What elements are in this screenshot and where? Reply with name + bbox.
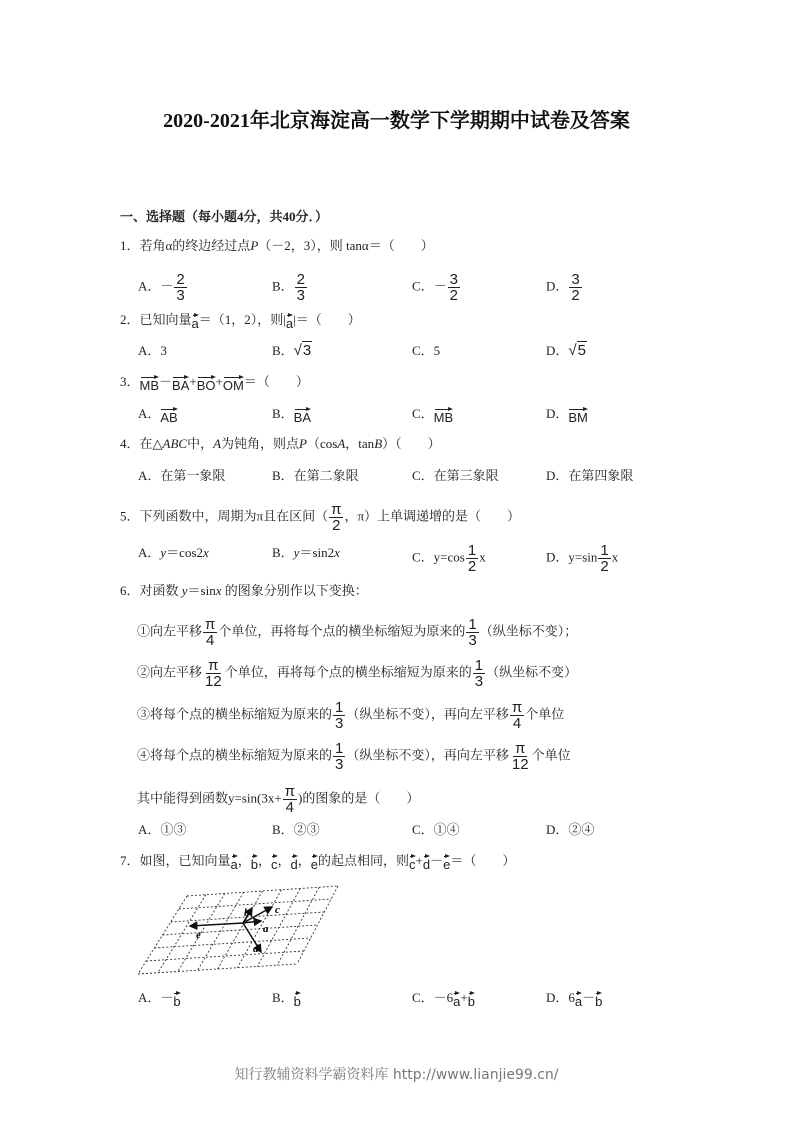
fraction-denominator: 2	[449, 287, 459, 304]
fraction-numerator: 1	[600, 542, 609, 559]
page-title: 2020-2021年北京海淀高一数学下学期期中试卷及答案	[163, 110, 630, 132]
question-4-option-b	[272, 466, 359, 486]
vector-d-label: d	[253, 943, 259, 955]
question-5-option-c	[412, 542, 486, 575]
text: ②向左平移	[137, 664, 203, 680]
question-6-stem	[120, 581, 368, 601]
question-6-option-c	[412, 820, 460, 840]
text: C．在第三象限	[412, 468, 499, 483]
text: C．y=cos	[412, 549, 465, 565]
square-root	[294, 341, 313, 361]
question-4-option-c	[412, 466, 499, 486]
vector-symbol: a	[453, 990, 460, 1010]
fraction	[295, 272, 307, 303]
question-5-option-d	[546, 542, 619, 575]
italic-variable: ABC	[162, 436, 188, 451]
fraction-denominator: 12	[205, 673, 222, 690]
text: （纵坐标不变）；	[479, 623, 578, 639]
text: +	[415, 853, 423, 868]
vector-symbol: BM	[568, 406, 588, 426]
vector-e-arrow	[190, 923, 243, 926]
text: A．	[138, 406, 161, 421]
question-2-option-a	[138, 341, 167, 361]
question-7-option-b	[272, 988, 301, 1008]
fraction-denominator: 2	[467, 558, 477, 575]
text: ①向左平移	[137, 623, 203, 639]
text: ，	[277, 853, 291, 868]
radical-sign-icon: √	[293, 342, 302, 359]
grid-line	[218, 891, 263, 969]
italic-variable: P	[299, 436, 307, 451]
fraction-denominator: 3	[474, 673, 484, 690]
text: ＝cos2	[166, 545, 204, 560]
text: x	[611, 549, 619, 565]
vector-symbol: MB	[140, 374, 160, 394]
question-1-stem	[120, 236, 434, 256]
fraction-numerator: π	[515, 740, 526, 757]
vector-grid-figure	[130, 880, 360, 980]
fraction-denominator: 3	[335, 715, 344, 732]
text: B．	[272, 406, 294, 421]
vector-e-label: e	[196, 929, 201, 941]
vector-symbol: a	[192, 312, 199, 332]
question-6-option-d	[546, 820, 594, 840]
text: 的图象分别作以下变换：	[221, 583, 368, 598]
question-6-item-2	[137, 657, 578, 690]
fraction	[333, 700, 345, 731]
fraction-denominator: 4	[206, 632, 215, 649]
fraction	[473, 658, 485, 689]
square-root	[568, 341, 587, 361]
text: 个单位，再将每个点的横坐标缩短为原来的	[218, 623, 466, 639]
text: C．	[412, 406, 434, 421]
text: |＝（ ）	[293, 312, 361, 327]
text: 3．	[120, 374, 140, 389]
fraction	[174, 272, 186, 303]
text: 个单位	[531, 747, 571, 763]
italic-variable: x	[334, 545, 340, 560]
question-7-option-c	[412, 988, 475, 1008]
question-6-option-b	[272, 820, 320, 840]
section-heading: 一、选择题（每小题4分，共40分．）	[120, 209, 329, 224]
text: B．在第二象限	[272, 468, 359, 483]
question-5-option-b	[272, 543, 340, 563]
footer-watermark: 知行教辅资料学霸资料库 http://www.lianjie99.cn/	[234, 1067, 559, 1083]
fraction-numerator: 3	[571, 271, 580, 288]
text: ＝sin2	[299, 545, 335, 560]
vector-symbol: d	[291, 853, 298, 873]
fraction	[466, 617, 478, 648]
vector-c-label: c	[275, 904, 280, 916]
fraction-denominator: 3	[176, 287, 185, 304]
text: ）（ ）	[382, 436, 441, 451]
text: A．－	[138, 990, 174, 1005]
question-2-option-d	[546, 341, 587, 361]
fraction-denominator: 4	[512, 715, 522, 732]
text: －	[430, 853, 444, 868]
text: D．	[546, 406, 569, 421]
question-5-stem	[120, 501, 521, 534]
question-4-option-a	[138, 466, 225, 486]
question-3-option-a	[138, 404, 178, 424]
text: ④将每个点的横坐标缩短为原来的	[137, 747, 333, 763]
text: （纵坐标不变）	[486, 664, 578, 680]
text: D．6	[546, 990, 575, 1005]
fraction	[203, 617, 217, 648]
question-6-item-4	[137, 740, 571, 773]
vector-symbol: BO	[197, 374, 216, 394]
vector-b-label: b	[244, 907, 250, 919]
text: D．	[546, 343, 569, 358]
text: ，π）上单调递增的是（ ）	[344, 508, 521, 524]
text: 7．如图，已知向量	[120, 853, 231, 868]
question-1-option-c	[412, 271, 461, 304]
fraction-numerator: 2	[296, 271, 306, 288]
text: 其中能得到函数y=sin(3x+	[137, 790, 282, 806]
question-6-option-a	[138, 820, 186, 840]
text: －	[582, 990, 596, 1005]
text: ，	[297, 853, 311, 868]
text: B．	[272, 545, 294, 560]
italic-variable: A	[337, 436, 346, 451]
italic-variable: x	[215, 583, 222, 598]
text: 个单位，再将每个点的横坐标缩短为原来的	[224, 664, 472, 680]
question-6-item-1	[137, 616, 578, 649]
fraction-denominator: 3	[296, 287, 306, 304]
text: B．②③	[272, 822, 320, 837]
vector-symbol: a	[286, 312, 293, 332]
question-2-option-c	[412, 341, 440, 361]
vector-symbol: a	[231, 853, 238, 873]
grid-line	[178, 894, 225, 972]
vector-symbol: b	[595, 990, 602, 1010]
fraction	[598, 543, 610, 574]
fraction-numerator: π	[284, 783, 296, 800]
grid-line	[179, 899, 331, 909]
fraction-denominator: 3	[468, 632, 477, 649]
text: （纵坐标不变），再向左平移	[346, 747, 509, 763]
question-3-option-c	[412, 404, 453, 424]
text: A．－	[138, 278, 174, 294]
text: )的图象的是（ ）	[298, 790, 420, 806]
text: 1．若角α的终边经过点	[120, 238, 251, 253]
fraction-denominator: 3	[335, 756, 344, 773]
text: 为钝角，则点	[221, 436, 300, 451]
text: （纵坐标不变），再向左平移	[346, 706, 509, 722]
vector-symbol: BA	[172, 374, 189, 394]
grid-line	[297, 886, 338, 964]
text: A．3	[138, 343, 167, 358]
question-6-conclusion	[137, 783, 420, 816]
fraction	[510, 700, 524, 731]
vector-symbol: AB	[160, 406, 177, 426]
text: B．	[272, 343, 294, 358]
fraction-numerator: 1	[335, 699, 344, 716]
text: +	[215, 374, 223, 389]
fraction-numerator: π	[205, 616, 216, 633]
question-7-option-d	[546, 988, 602, 1008]
text: D．在第四象限	[546, 468, 634, 483]
fraction-denominator: 4	[285, 799, 295, 816]
text: ＝（1，2），则|	[198, 312, 286, 327]
fraction-numerator: 1	[335, 740, 344, 757]
vector-symbol: d	[423, 853, 430, 873]
question-7-stem	[120, 851, 515, 871]
text: 个单位	[525, 706, 565, 722]
text: ＝（ ）	[243, 374, 309, 389]
fraction-numerator: 3	[449, 271, 459, 288]
text: x	[479, 549, 486, 565]
text: A．在第一象限	[138, 468, 226, 483]
italic-variable: y	[181, 583, 188, 598]
vector-symbol: b	[294, 990, 301, 1010]
question-6-item-3	[137, 699, 565, 732]
italic-variable: B	[374, 436, 383, 451]
vector-symbol: e	[443, 853, 450, 873]
question-2-stem	[120, 310, 361, 330]
radicand: 3	[302, 342, 312, 359]
text: 中，	[187, 436, 214, 451]
question-3-stem	[120, 372, 309, 392]
fraction	[203, 658, 224, 689]
question-4-option-d	[546, 466, 633, 486]
fraction	[466, 543, 478, 574]
text: +	[189, 374, 197, 389]
text: C．①④	[412, 822, 460, 837]
text: ，tan	[345, 436, 375, 451]
fraction-denominator: 2	[600, 558, 609, 575]
text: －	[159, 374, 173, 389]
vector-symbol: c	[409, 853, 416, 873]
text: 4．在△	[120, 436, 163, 451]
fraction-denominator: 2	[332, 517, 341, 534]
fraction	[569, 272, 581, 303]
vector-symbol: MB	[434, 406, 454, 426]
dashed-grid	[138, 886, 338, 974]
vector-a-label: a	[263, 923, 269, 935]
text: 6．对函数	[120, 583, 182, 598]
text: （－2，3），则 tanα＝（ ）	[258, 238, 434, 253]
fraction	[329, 502, 343, 533]
text: C．－6	[412, 990, 454, 1005]
fraction-numerator: π	[511, 699, 523, 716]
vector-symbol: a	[575, 990, 582, 1010]
grid-line	[277, 887, 319, 965]
italic-variable: A	[213, 436, 222, 451]
fraction	[283, 784, 297, 815]
italic-variable: y	[293, 545, 300, 560]
vector-symbol: b	[468, 990, 475, 1010]
question-2-option-b	[272, 341, 312, 361]
vector-symbol: c	[271, 853, 278, 873]
text: ＝sin	[187, 583, 216, 598]
vector-symbol: e	[311, 853, 318, 873]
text: C．－	[412, 278, 447, 294]
question-5-option-a	[138, 543, 209, 563]
question-3-option-b	[272, 404, 311, 424]
italic-variable: x	[203, 545, 209, 560]
vector-symbol: OM	[223, 374, 244, 394]
fraction	[448, 272, 460, 303]
text: （cos	[307, 436, 338, 451]
text: ，	[258, 853, 272, 868]
text: B．	[272, 278, 294, 294]
vector-symbol: b	[173, 990, 180, 1010]
fraction-denominator: 12	[511, 756, 529, 773]
question-1-option-d	[546, 271, 583, 304]
question-7-option-a	[138, 988, 181, 1008]
question-1-option-b	[272, 271, 308, 304]
fraction	[510, 741, 531, 772]
vector-symbol: BA	[294, 406, 311, 426]
fraction-numerator: 1	[467, 542, 477, 559]
radicand: 5	[577, 342, 586, 359]
text: D．②④	[546, 822, 595, 837]
text: ＝（ ）	[450, 853, 516, 868]
text: +	[460, 990, 468, 1005]
text: 5．下列函数中，周期为π且在区间（	[120, 508, 329, 524]
question-3-option-d	[546, 404, 588, 424]
italic-variable: P	[250, 238, 259, 253]
fraction-numerator: 2	[176, 271, 185, 288]
fraction	[333, 741, 345, 772]
text: D．y=sin	[546, 549, 598, 565]
text: A．	[138, 545, 161, 560]
vector-symbol: b	[251, 853, 258, 873]
grid-line	[237, 890, 281, 968]
text: A．①③	[138, 822, 187, 837]
text: B．	[272, 990, 294, 1005]
text: ，	[237, 853, 251, 868]
grid-line	[198, 892, 244, 970]
text: 的起点相同，则	[318, 853, 410, 868]
fraction-numerator: 1	[468, 616, 477, 633]
fraction-numerator: π	[208, 657, 219, 674]
text: ③将每个点的横坐标缩短为原来的	[137, 706, 333, 722]
fraction-numerator: 1	[474, 657, 484, 674]
radical-sign-icon: √	[568, 342, 577, 359]
text: D．	[546, 278, 569, 294]
question-4-stem	[120, 434, 441, 454]
fraction-denominator: 2	[571, 287, 580, 304]
text: 2．已知向量	[120, 312, 192, 327]
fraction-numerator: π	[331, 501, 342, 518]
text: C．5	[412, 343, 441, 358]
question-1-option-a	[138, 271, 188, 304]
italic-variable: y	[160, 545, 167, 560]
